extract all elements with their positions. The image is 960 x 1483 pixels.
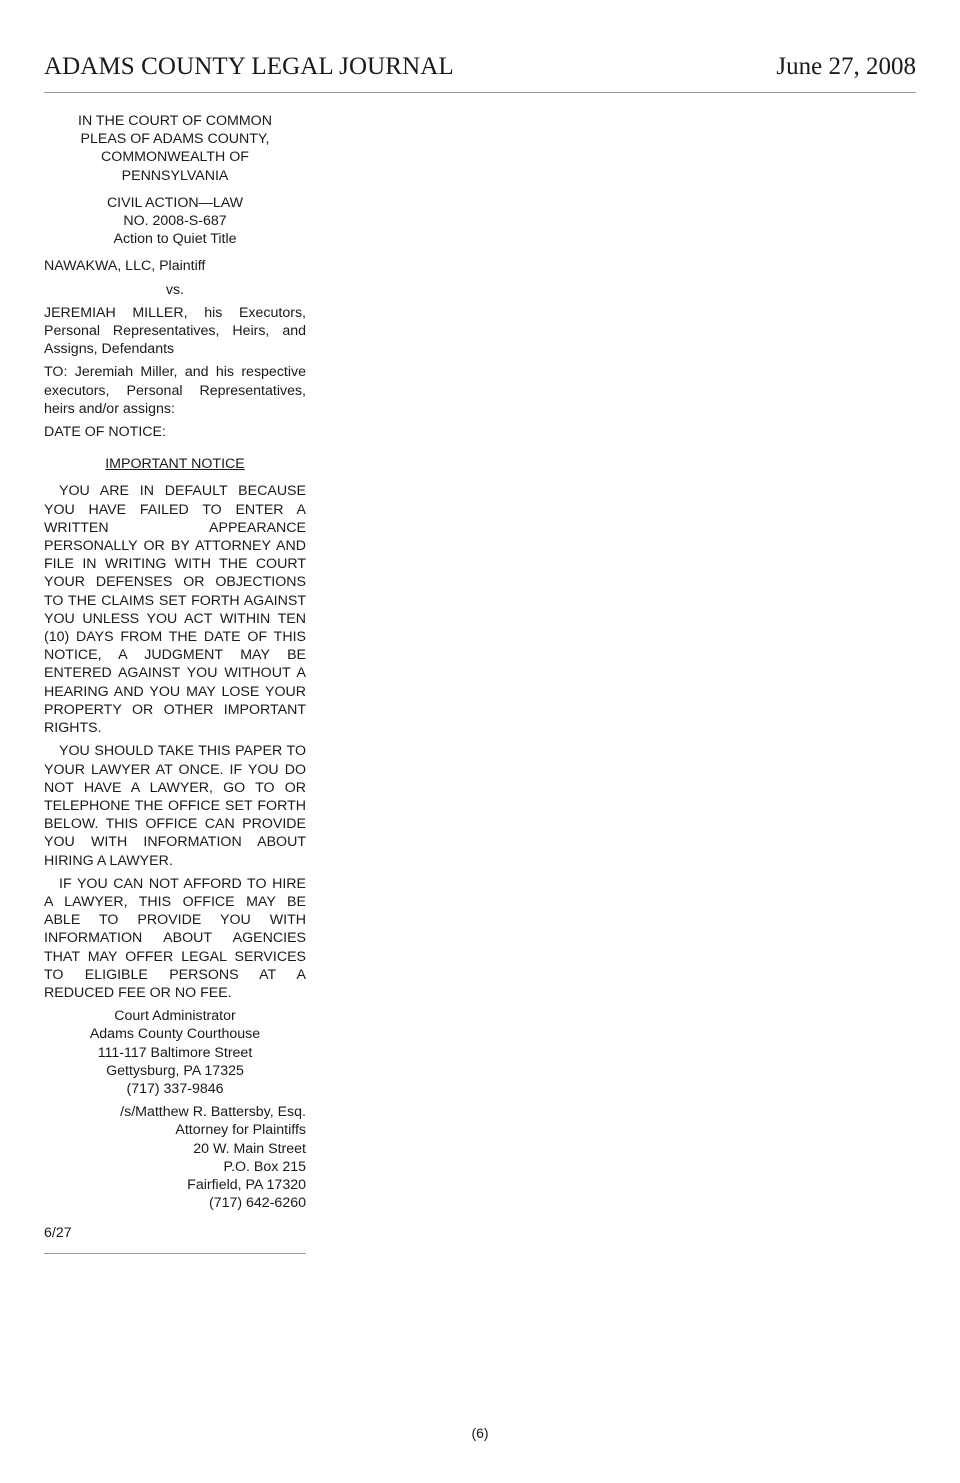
date-of-notice: DATE OF NOTICE:: [44, 424, 166, 441]
attorney-line: Attorney for Plaintiffs: [175, 1122, 306, 1139]
attorney-line: (717) 642-6260: [208, 1195, 306, 1212]
plaintiff: NAWAKWA, LLC, Plaintiff: [44, 258, 206, 275]
address-line: 111-117 Baltimore Street: [97, 1044, 253, 1061]
court-caption: [54, 112, 296, 185]
attorney-line: 20 W. Main Street: [193, 1140, 306, 1157]
addressee: TO: Jeremiah Miller, and his respective executors, Personal Representatives, heirs and/or assigns:: [44, 364, 306, 417]
issue-date: June 27, 2008: [776, 53, 916, 80]
run-date: 6/27: [44, 1225, 72, 1242]
important-notice-heading: [44, 455, 306, 473]
address-line: (717) 337-9846: [126, 1080, 224, 1097]
address-line: Court Administrator: [114, 1008, 236, 1025]
attorney-line: /s/Matthew R. Battersby, Esq.: [120, 1104, 306, 1121]
case-line: CIVIL ACTION—LAW: [106, 194, 244, 211]
attorney-line: Fairfield, PA 17320: [187, 1176, 306, 1193]
case-line: Action to Quiet Title: [113, 231, 237, 248]
notice-paragraph-2: YOU SHOULD TAKE THIS PAPER TO YOUR LAWYER AT ONCE. IF YOU DO NOT HAVE A LAWYER, GO TO OR TELEPHONE THE OFFICE SET FORTH BELOW. THIS OFFICE CAN PROVIDE YOU WITH INFORMATION ABOUT HIRING A LAWYER.: [44, 743, 306, 869]
case-caption: [44, 194, 306, 249]
court-administrator-address: [44, 1007, 306, 1098]
court-line: PLEAS OF ADAMS COUNTY,: [80, 131, 270, 148]
court-line: COMMONWEALTH OF: [101, 149, 249, 166]
legal-notice-column: [44, 112, 306, 1254]
address-line: Gettysburg, PA 17325: [106, 1062, 244, 1079]
court-line: PENNSYLVANIA: [121, 167, 229, 184]
versus: vs.: [165, 281, 185, 298]
attorney-signature-block: [44, 1103, 306, 1212]
notice-paragraph-1: YOU ARE IN DEFAULT BECAUSE YOU HAVE FAILED TO ENTER A WRITTEN APPEARANCE PERSONALLY OR BY ATTORNEY AND FILE IN WRITING WITH THE COURT YOUR DEFENSES OR OBJECTIONS TO THE CLAIMS SET FORTH AGAINST YOU UNLESS YOU ACT WITHIN TEN (10) DAYS FROM THE DATE OF THIS NOTICE, A JUDGMENT MAY BE ENTERED AGAINST YOU WITHOUT A HEARING AND YOU MAY LOSE YOUR PROPERTY OR OTHER IMPORTANT RIGHTS.: [44, 483, 306, 737]
case-line: NO. 2008-S-687: [123, 213, 227, 230]
journal-title: ADAMS COUNTY LEGAL JOURNAL: [44, 53, 454, 80]
defendants: JEREMIAH MILLER, his Executors, Personal Representatives, Heirs, and Assigns, Defendants: [44, 304, 306, 358]
address-line: Adams County Courthouse: [89, 1026, 261, 1043]
page-number: (6): [471, 1425, 489, 1441]
court-line: IN THE COURT OF COMMON: [78, 113, 272, 129]
notice-end-rule: [44, 1243, 306, 1254]
notice-paragraph-3: IF YOU CAN NOT AFFORD TO HIRE A LAWYER, THIS OFFICE MAY BE ABLE TO PROVIDE YOU WITH INFORMATION ABOUT AGENCIES THAT MAY OFFER LEGAL SERVICES TO ELIGIBLE PERSONS AT A REDUCED FEE OR NO FEE.: [44, 875, 306, 1001]
page-header: [44, 52, 916, 93]
attorney-line: P.O. Box 215: [223, 1158, 306, 1175]
important-notice-label: IMPORTANT NOTICE: [105, 456, 245, 473]
